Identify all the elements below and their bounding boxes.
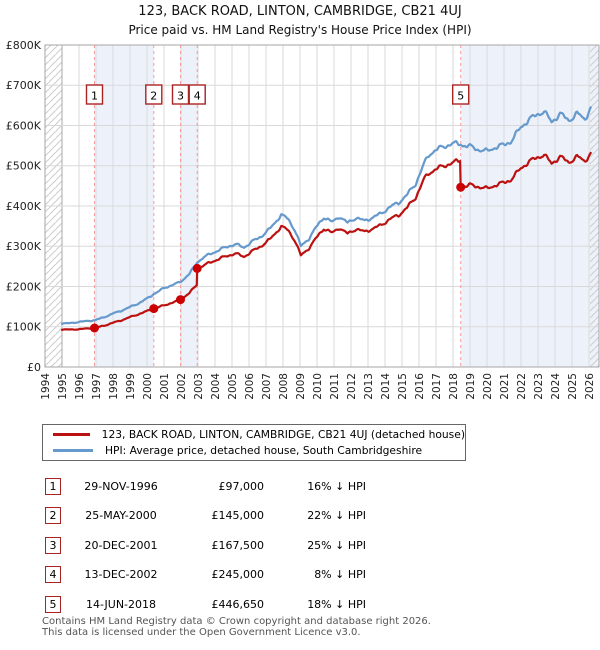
sale-date: 14-JUN-2018: [85, 597, 157, 611]
sale-vs-hpi: 8% ↓ HPI: [314, 568, 366, 581]
sale-point-marker: [176, 295, 185, 304]
chart-legend: [42, 424, 466, 461]
x-axis-label: 1995: [56, 373, 69, 400]
table-row: [45, 566, 367, 584]
sale-number-label: 2: [150, 89, 158, 103]
hpi-line-swatch: [53, 449, 93, 452]
sale-number-label: 5: [457, 89, 465, 103]
legend-item-hpi: [53, 444, 465, 457]
x-axis-label: 2017: [430, 373, 443, 400]
sale-number-badge: 1: [45, 478, 61, 495]
license-footer: [42, 616, 431, 638]
sale-date: 29-NOV-1996: [84, 479, 158, 493]
legend-label-property: 123, BACK ROAD, LINTON, CAMBRIDGE, CB21 4UJ (detached house): [101, 428, 465, 441]
property-line-swatch: [53, 433, 90, 436]
x-axis-label: 1999: [124, 373, 137, 400]
x-axis-label: 2005: [226, 373, 239, 400]
sale-price: £97,000: [218, 479, 264, 493]
x-axis-label: 2007: [260, 373, 273, 400]
x-axis-label: 2021: [498, 373, 511, 400]
y-axis-label: £0: [27, 360, 41, 374]
price-chart: [0, 40, 600, 418]
sale-number-badge: 5: [45, 596, 61, 613]
x-axis-label: 2015: [396, 373, 409, 400]
y-axis-label: £800K: [5, 40, 41, 52]
page-subtitle: Price paid vs. HM Land Registry's House Price Index (HPI): [128, 23, 472, 37]
table-row: [45, 477, 367, 495]
sale-vs-hpi: 25% ↓ HPI: [307, 538, 366, 552]
sale-price: £145,000: [211, 509, 264, 522]
sale-vs-hpi: 18% ↓ HPI: [307, 597, 366, 611]
x-axis-label: 2024: [549, 373, 562, 400]
sale-price: £245,000: [211, 568, 264, 581]
table-row: [45, 595, 367, 613]
footer-line-1: Contains HM Land Registry data © Crown copyright and database right 2026.: [42, 616, 431, 627]
x-axis-label: 2019: [464, 373, 477, 400]
sale-vs-hpi: 22% ↓ HPI: [307, 509, 366, 522]
x-axis-label: 2025: [566, 373, 579, 400]
footer-line-2: This data is licensed under the Open Government Licence v3.0.: [42, 627, 361, 638]
x-axis-label: 2016: [413, 373, 426, 400]
table-row: [45, 507, 367, 525]
table-row: [45, 536, 367, 554]
x-axis-label: 2003: [192, 373, 205, 400]
y-axis-label: £600K: [5, 119, 41, 133]
x-axis-label: 2006: [243, 373, 256, 400]
sale-number-badge: 4: [45, 566, 61, 583]
sale-point-marker: [456, 183, 465, 192]
x-axis-label: 2011: [328, 373, 341, 400]
sale-number-label: 3: [177, 89, 184, 103]
sales-table: [45, 477, 367, 625]
x-axis-label: 2022: [515, 373, 528, 400]
sale-price: £167,500: [211, 538, 264, 552]
y-axis-label: £400K: [5, 199, 41, 213]
y-axis-label: £300K: [5, 240, 41, 254]
sale-date: 25-MAY-2000: [85, 509, 157, 522]
y-axis-label: £700K: [5, 79, 41, 92]
x-axis-label: 2000: [141, 373, 154, 400]
x-axis-label: 2009: [294, 373, 307, 400]
page-title: 123, BACK ROAD, LINTON, CAMBRIDGE, CB21 4UJ: [138, 4, 462, 19]
y-axis-label: £100K: [5, 320, 41, 334]
sale-date: 13-DEC-2002: [84, 568, 158, 581]
sale-number-label: 1: [91, 89, 98, 103]
sale-number-label: 4: [193, 89, 201, 103]
x-axis-label: 2002: [175, 373, 188, 400]
x-axis-label: 1994: [39, 373, 52, 400]
sale-price: £446,650: [211, 597, 264, 611]
sale-date: 20-DEC-2001: [84, 538, 158, 552]
x-axis-label: 2026: [583, 373, 596, 400]
sale-point-marker: [149, 304, 158, 313]
x-axis-label: 2014: [379, 373, 392, 400]
x-axis-label: 1997: [90, 373, 103, 400]
x-axis-label: 2023: [532, 373, 545, 400]
y-axis-label: £200K: [5, 280, 41, 294]
x-axis-label: 2010: [311, 373, 324, 400]
y-axis-label: £500K: [5, 159, 41, 173]
legend-label-hpi: HPI: Average price, detached house, South Cambridgeshire: [105, 444, 423, 457]
legend-item-property: [53, 428, 465, 441]
x-axis-label: 2004: [209, 373, 222, 400]
x-axis-label: 2008: [277, 373, 290, 400]
x-axis-label: 1998: [107, 373, 120, 400]
sale-vs-hpi: 16% ↓ HPI: [307, 479, 366, 493]
x-axis-label: 2020: [481, 373, 494, 400]
sale-point-marker: [193, 264, 202, 273]
x-axis-label: 1996: [73, 373, 86, 400]
x-axis-label: 2013: [362, 373, 375, 400]
sale-point-marker: [90, 324, 99, 333]
sale-number-badge: 2: [45, 507, 61, 524]
x-axis-label: 2001: [158, 373, 171, 400]
x-axis-label: 2012: [345, 373, 358, 400]
x-axis-label: 2018: [447, 373, 460, 400]
sale-number-badge: 3: [45, 537, 61, 554]
